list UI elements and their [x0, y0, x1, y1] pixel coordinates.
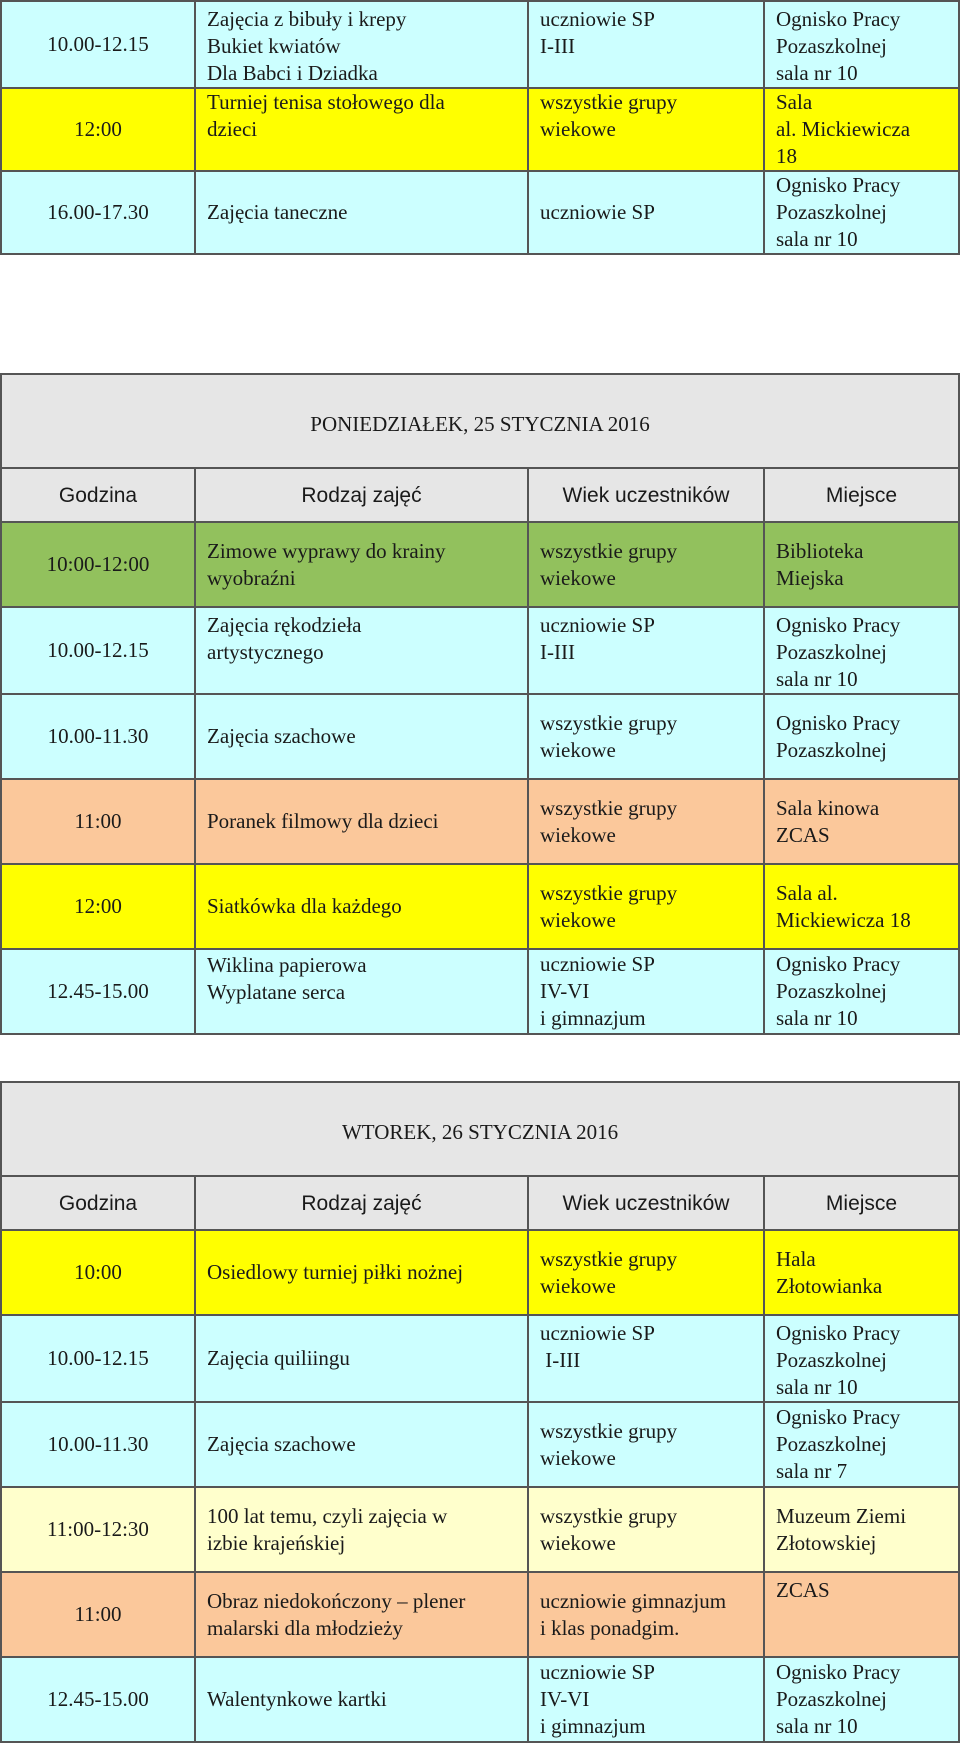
header-place: Miejsce: [764, 468, 959, 522]
age-cell: uczniowie SP IV-VI i gimnazjum: [528, 949, 764, 1034]
header-type: Rodzaj zajęć: [195, 468, 528, 522]
table-row: [1, 1487, 959, 1572]
column-header-row: [1, 1176, 959, 1230]
table-row: [1, 171, 959, 254]
age-cell: uczniowie SP: [528, 171, 764, 254]
place-cell: Ognisko Pracy Pozaszkolnej sala nr 10: [764, 1657, 959, 1742]
activity-cell: Zajęcia quiliingu: [195, 1315, 528, 1402]
age-cell: uczniowie gimnazjum i klas ponadgim.: [528, 1572, 764, 1657]
table-row: [1, 949, 959, 1034]
age-cell: wszystkie grupy wiekowe: [528, 779, 764, 864]
activity-cell: Siatkówka dla każdego: [195, 864, 528, 949]
place-cell: Sala al. Mickiewicza 18: [764, 88, 959, 171]
age-cell: wszystkie grupy wiekowe: [528, 694, 764, 779]
table-row: [1, 88, 959, 171]
age-cell: wszystkie grupy wiekowe: [528, 1487, 764, 1572]
place-cell: Sala al. Mickiewicza 18: [764, 864, 959, 949]
time-cell: 16.00-17.30: [1, 171, 195, 254]
table-row: [1, 694, 959, 779]
time-cell: 11:00: [1, 779, 195, 864]
header-age: Wiek uczestników: [528, 468, 764, 522]
table-row: [1, 1315, 959, 1402]
age-cell: wszystkie grupy wiekowe: [528, 864, 764, 949]
place-cell: Muzeum Ziemi Złotowskiej: [764, 1487, 959, 1572]
activity-cell: 100 lat temu, czyli zajęcia w izbie krajeńskiej: [195, 1487, 528, 1572]
time-cell: 10.00-11.30: [1, 694, 195, 779]
monday-table: [0, 373, 960, 1035]
age-cell: wszystkie grupy wiekowe: [528, 88, 764, 171]
activity-cell: Zajęcia rękodzieła artystycznego: [195, 607, 528, 694]
age-cell: wszystkie grupy wiekowe: [528, 1230, 764, 1315]
activity-cell: Poranek filmowy dla dzieci: [195, 779, 528, 864]
activity-cell: Walentynkowe kartki: [195, 1657, 528, 1742]
table-row: [1, 1657, 959, 1742]
previous-day-table: [0, 0, 960, 255]
table-row: [1, 1, 959, 88]
place-cell: Biblioteka Miejska: [764, 522, 959, 607]
day-title: PONIEDZIAŁEK, 25 STYCZNIA 2016: [1, 374, 959, 468]
place-cell: ZCAS: [764, 1572, 959, 1657]
activity-cell: Turniej tenisa stołowego dla dzieci: [195, 88, 528, 171]
place-cell: Ognisko Pracy Pozaszkolnej sala nr 10: [764, 949, 959, 1034]
age-cell: uczniowie SP I-III: [528, 607, 764, 694]
age-cell: wszystkie grupy wiekowe: [528, 1402, 764, 1487]
time-cell: 10:00-12:00: [1, 522, 195, 607]
day-header-row: [1, 1082, 959, 1176]
table-row: [1, 522, 959, 607]
place-cell: Ognisko Pracy Pozaszkolnej sala nr 7: [764, 1402, 959, 1487]
activity-cell: Wiklina papierowa Wyplatane serca: [195, 949, 528, 1034]
place-cell: Sala kinowa ZCAS: [764, 779, 959, 864]
age-cell: uczniowie SP I-III: [528, 1315, 764, 1402]
activity-cell: Osiedlowy turniej piłki nożnej: [195, 1230, 528, 1315]
place-cell: Ognisko Pracy Pozaszkolnej sala nr 10: [764, 1, 959, 88]
time-cell: 10.00-11.30: [1, 1402, 195, 1487]
age-cell: uczniowie SP I-III: [528, 1, 764, 88]
time-cell: 11:00: [1, 1572, 195, 1657]
time-cell: 12:00: [1, 864, 195, 949]
place-cell: Ognisko Pracy Pozaszkolnej: [764, 694, 959, 779]
column-header-row: [1, 468, 959, 522]
time-cell: 10:00: [1, 1230, 195, 1315]
place-cell: Ognisko Pracy Pozaszkolnej sala nr 10: [764, 171, 959, 254]
activity-cell: Zajęcia szachowe: [195, 694, 528, 779]
place-cell: Hala Złotowianka: [764, 1230, 959, 1315]
header-time: Godzina: [1, 468, 195, 522]
time-cell: 12.45-15.00: [1, 1657, 195, 1742]
activity-cell: Zajęcia szachowe: [195, 1402, 528, 1487]
age-cell: uczniowie SP IV-VI i gimnazjum: [528, 1657, 764, 1742]
table-row: [1, 607, 959, 694]
table-row: [1, 779, 959, 864]
time-cell: 11:00-12:30: [1, 1487, 195, 1572]
header-type: Rodzaj zajęć: [195, 1176, 528, 1230]
time-cell: 12:00: [1, 88, 195, 171]
activity-cell: Zajęcia taneczne: [195, 171, 528, 254]
table-row: [1, 1572, 959, 1657]
day-title: WTOREK, 26 STYCZNIA 2016: [1, 1082, 959, 1176]
table-row: [1, 864, 959, 949]
time-cell: 10.00-12.15: [1, 607, 195, 694]
day-header-row: [1, 374, 959, 468]
table-row: [1, 1230, 959, 1315]
age-cell: wszystkie grupy wiekowe: [528, 522, 764, 607]
tuesday-table: [0, 1081, 960, 1743]
place-cell: Ognisko Pracy Pozaszkolnej sala nr 10: [764, 1315, 959, 1402]
activity-cell: Zajęcia z bibuły i krepy Bukiet kwiatów Dla Babci i Dziadka: [195, 1, 528, 88]
header-age: Wiek uczestników: [528, 1176, 764, 1230]
header-time: Godzina: [1, 1176, 195, 1230]
table-row: [1, 1402, 959, 1487]
activity-cell: Zimowe wyprawy do krainy wyobraźni: [195, 522, 528, 607]
place-cell: Ognisko Pracy Pozaszkolnej sala nr 10: [764, 607, 959, 694]
time-cell: 12.45-15.00: [1, 949, 195, 1034]
time-cell: 10.00-12.15: [1, 1315, 195, 1402]
activity-cell: Obraz niedokończony – plener malarski dla młodzieży: [195, 1572, 528, 1657]
header-place: Miejsce: [764, 1176, 959, 1230]
time-cell: 10.00-12.15: [1, 1, 195, 88]
